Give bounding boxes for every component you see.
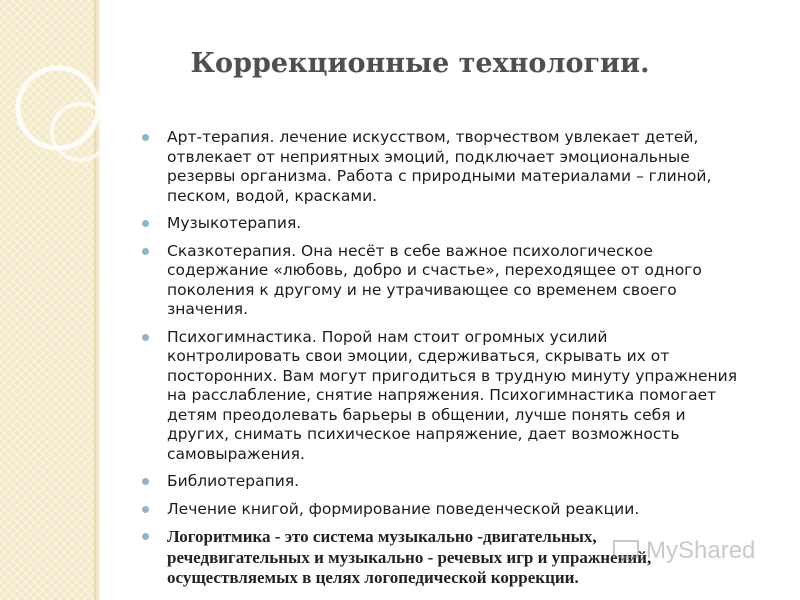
bullet-psychogymnastics (140, 328, 740, 465)
bullet-text: Сказкотерапия. Она несёт в себе важное психологическое содержание «любовь, добро и счастье», переходящее от одного поколения к другому и не утрачивающее со временем своего значения. (167, 241, 702, 318)
bullet-text: Лечение книгой, формирование поведенческой реакции. (167, 499, 640, 518)
slide-title: Коррекционные технологии. (190, 48, 650, 79)
bullet-music-therapy (140, 214, 740, 234)
bullet-text: Библиотерапия. (167, 472, 300, 490)
bullet-dot-icon (142, 478, 149, 485)
bullet-dot-icon (142, 334, 149, 341)
presentation-icon (612, 538, 640, 564)
bullet-fairytale-therapy (140, 242, 740, 320)
watermark (612, 536, 755, 566)
bullet-text: Музыкотерапия. (167, 214, 302, 232)
watermark-text: MyShared (646, 537, 756, 564)
bullet-art-therapy (140, 128, 740, 206)
bullet-book-treatment (140, 500, 740, 520)
ring-small (52, 104, 108, 160)
ring-large (18, 68, 98, 148)
bullet-text: Арт-терапия. лечение искусством, творчеством увлекает детей, отвлекает от неприятных эмоций, подключает эмоциональные резервы организма. Работа с природными материалами – глиной, песком, водой, красками. (167, 128, 712, 205)
bullet-text: Логоритмика - это система музыкально -двигательных, речедвигательных и музыкально - речевых игр и упражнений, осуществляемых в целях логопедической коррекции. (167, 527, 652, 587)
decorative-rings (0, 0, 150, 200)
bullet-dot-icon (142, 533, 149, 540)
bullet-bibliotherapy (140, 472, 740, 492)
bullet-list (140, 128, 740, 597)
bullet-dot-icon (142, 134, 149, 141)
bullet-dot-icon (142, 220, 149, 227)
bullet-dot-icon (142, 506, 149, 513)
bullet-text: Психогимнастика. Порой нам стоит огромных усилий контролировать свои эмоции, сдерживаться, скрывать их от посторонних. Вам могут пригодиться в трудную минуту упражнения на расслабление, снятие напряжения. Психогимнастика помогает детям преодолевать барьеры в общении, лучше понять себя и других, снимать психическое напряжение, дает возможность самовыражения. (167, 327, 738, 463)
bullet-dot-icon (142, 248, 149, 255)
